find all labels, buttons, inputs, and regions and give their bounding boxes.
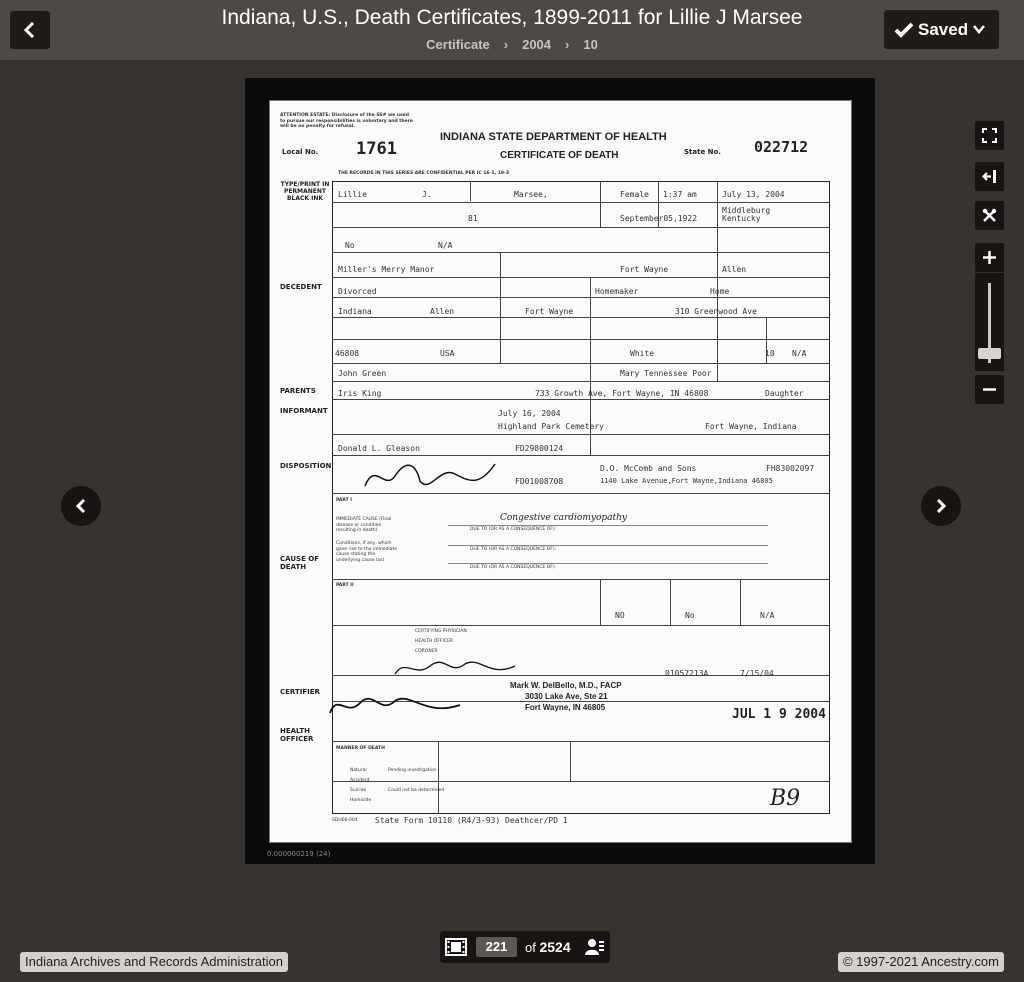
marital-status: Divorced — [338, 287, 377, 296]
exit-panel-button[interactable] — [975, 162, 1004, 191]
state-form: State Form 10110 (R4/3-93) Deathcer/PD 1 — [375, 816, 568, 825]
residence-city: Fort Wayne — [525, 307, 574, 316]
sex: Female — [620, 190, 649, 199]
breadcrumb-certificate[interactable]: Certificate — [426, 37, 490, 52]
copyright-notice: © 1997-2021 Ancestry.com — [838, 952, 1004, 972]
breadcrumb-separator-icon: › — [503, 37, 509, 52]
disposition-date: July 16, 2004 — [498, 409, 561, 418]
health-officer-label: HEALTH OFFICER — [280, 727, 314, 743]
chevron-left-icon — [75, 499, 87, 513]
parents-label: PARENTS — [280, 387, 316, 395]
zoom-in-button[interactable] — [975, 243, 1004, 272]
manner-suicide: Suicide — [350, 788, 367, 793]
cemetery-name: Highland Park Cemetery — [498, 422, 604, 431]
death-certificate-image — [269, 100, 852, 843]
funeral-home-address: 1140 Lake Avenue,Fort Wayne,Indiana 46805 — [600, 477, 773, 485]
previous-image-button[interactable] — [61, 486, 101, 526]
residence-county: Allen — [430, 307, 455, 316]
part-two-label: PART II — [336, 583, 354, 588]
education-college: N/A — [792, 349, 807, 358]
signature-icon — [360, 456, 500, 496]
funeral-home-number: FH83002097 — [766, 464, 815, 473]
manner-homicide: Homicide — [350, 798, 372, 803]
city-of-death: Fort Wayne — [620, 265, 669, 274]
zoom-in-icon — [982, 250, 997, 265]
informant-name: Iris King — [338, 389, 382, 398]
time-of-death: 1:37 am — [663, 190, 697, 199]
certificate-title: CERTIFICATE OF DEATH — [500, 150, 619, 161]
manner-undetermined: Could not be determined — [388, 788, 445, 793]
manner-accident: Accident — [350, 778, 370, 783]
industry: Home — [710, 287, 730, 296]
saved-button[interactable] — [884, 10, 999, 49]
tools-icon — [982, 208, 997, 223]
of-label: of — [525, 940, 536, 955]
page-total — [525, 939, 571, 955]
residence-state: Indiana — [338, 307, 372, 316]
local-no-label: Local No. — [282, 148, 319, 156]
exit-panel-icon — [982, 169, 997, 184]
due-to-label-a: DUE TO (OR AS A CONSEQUENCE OF): — [470, 527, 557, 532]
physician-name: Mark W. DelBello, M.D., FACP — [510, 681, 622, 690]
zip-code: 46808 — [335, 349, 360, 358]
local-no-value: 1761 — [356, 139, 397, 159]
due-to-label-b: DUE TO (OR AS A CONSEQUENCE OF): — [470, 547, 557, 552]
certifier-signature-icon — [390, 656, 520, 682]
disposition-label: DISPOSITION — [280, 462, 332, 470]
date-signed: 7/15/04 — [740, 669, 774, 678]
middle-initial: J. — [422, 190, 432, 199]
county-of-death: Allen — [722, 265, 747, 274]
informant-label: INFORMANT — [280, 407, 328, 415]
physician-address-1: 3030 Lake Ave, Ste 21 — [525, 692, 608, 701]
state-no-label: State No. — [684, 148, 721, 156]
race: White — [630, 349, 655, 358]
informant-relationship: Daughter — [765, 389, 804, 398]
certifier-license: 01057213A — [665, 669, 709, 678]
informant-address: 733 Growth Ave, Fort Wayne, IN 46808 — [535, 389, 709, 398]
due-to-label-c: DUE TO (OR AS A CONSEQUENCE OF): — [470, 565, 557, 570]
residence-street: 310 Greenwood Ave — [675, 307, 757, 316]
veteran: No — [345, 241, 355, 250]
breadcrumb-volume[interactable]: 10 — [583, 37, 598, 52]
birth-date: September05,1922 — [620, 214, 698, 223]
mother-name: Mary Tennessee Poor — [620, 369, 712, 378]
filmstrip-icon[interactable] — [445, 937, 467, 957]
document-viewer[interactable] — [245, 78, 875, 864]
image-pager — [440, 931, 610, 963]
occupation: Homemaker — [595, 287, 639, 296]
page-number-input[interactable]: 221 — [476, 937, 517, 957]
funeral-license: FD01008708 — [515, 477, 564, 486]
years-armed: N/A — [438, 241, 453, 250]
date-of-death: July 13, 2004 — [722, 190, 785, 199]
tools-button[interactable] — [975, 201, 1004, 230]
cause-of-death-label: CAUSE OF DEATH — [280, 555, 320, 571]
index-people-icon[interactable] — [583, 936, 605, 958]
saved-label: Saved — [918, 20, 969, 39]
father-name: John Green — [338, 369, 387, 378]
autopsy-findings: N/A — [760, 611, 775, 620]
part-one-label: PART I — [336, 498, 352, 503]
date-filed: JUL 1 9 2004 — [732, 707, 826, 722]
state-no-value: 022712 — [754, 138, 809, 156]
scan-footer: 0.000000219 (24) — [267, 850, 331, 858]
embalmer-name: Donald L. Gleason — [338, 444, 420, 453]
breadcrumb — [0, 37, 1024, 52]
zoom-out-button[interactable] — [975, 375, 1004, 404]
last-name: Marsee, — [514, 190, 548, 199]
zoom-out-icon — [982, 382, 997, 397]
source-link[interactable]: Indiana Archives and Records Administration — [20, 952, 288, 972]
next-image-button[interactable] — [921, 486, 961, 526]
disposition-location: Fort Wayne, Indiana — [705, 422, 797, 431]
checkmark-icon — [894, 22, 914, 38]
age: 81 — [468, 214, 478, 223]
confidential-note: THE RECORDS IN THIS SERIES ARE CONFIDENTIAL PER IC 16-1, 19-3 — [338, 171, 510, 176]
certifier-label: CERTIFIER — [280, 688, 320, 696]
chevron-right-icon — [935, 499, 947, 513]
form-code: SDH00-004 — [332, 818, 358, 823]
coroner-option: CORONER — [415, 649, 438, 654]
total-pages: 2524 — [539, 939, 571, 955]
handwritten-code: B9 — [770, 786, 801, 811]
fullscreen-button[interactable] — [975, 121, 1004, 150]
breadcrumb-year[interactable]: 2004 — [522, 37, 552, 52]
department-heading: INDIANA STATE DEPARTMENT OF HEALTH — [440, 131, 667, 143]
birthplace: Middleburg Kentucky — [722, 206, 771, 223]
certifying-physician-option: CERTIFYING PHYSICIAN — [415, 629, 467, 634]
health-officer-option: HEALTH OFFICER — [415, 639, 453, 644]
fullscreen-icon — [982, 128, 997, 143]
funeral-home: D.O. McComb and Sons — [600, 464, 697, 473]
immediate-cause-label: IMMEDIATE CAUSE (Final disease or condition resulting in death) — [336, 517, 392, 533]
top-bar — [0, 0, 1024, 60]
attention-note: ATTENTION ESTATE: Disclosure of the SS# we used to pursue our responsibilities is voluntary and there will be no penalty for refusal. — [280, 113, 413, 129]
manner-pending: Pending investigation — [388, 768, 437, 773]
decedent-label: DECEDENT — [280, 283, 322, 291]
health-officer-signature-icon — [325, 691, 465, 721]
education: 10 — [765, 349, 775, 358]
citizen-of: USA — [440, 349, 455, 358]
autopsy-value: No — [685, 611, 695, 620]
pregnant-value: NO — [615, 611, 625, 620]
manner-of-death-label: MANNER OF DEATH — [336, 746, 385, 751]
manner-natural: Natural — [350, 768, 367, 773]
type-print-label: TYPE/PRINT IN PERMANENT BLACK INK — [280, 181, 330, 202]
cause-a-handwriting: Congestive cardiomyopathy — [500, 513, 628, 523]
physician-address-2: Fort Wayne, IN 46805 — [525, 703, 606, 712]
page-title: Indiana, U.S., Death Certificates, 1899-2011 for Lillie J Marsee — [221, 6, 803, 29]
facility-name: Miller's Merry Manor — [338, 265, 435, 274]
chevron-down-icon — [973, 25, 985, 34]
zoom-slider[interactable] — [975, 273, 1004, 371]
embalmer-license: FD29800124 — [515, 444, 564, 453]
conditions-label: Conditions, if any, which gave rise to the immediate cause stating the underlying cause last — [336, 541, 398, 563]
breadcrumb-separator-icon: › — [565, 37, 570, 52]
zoom-slider-handle[interactable] — [978, 348, 1001, 359]
first-name: Lillie — [338, 190, 367, 199]
